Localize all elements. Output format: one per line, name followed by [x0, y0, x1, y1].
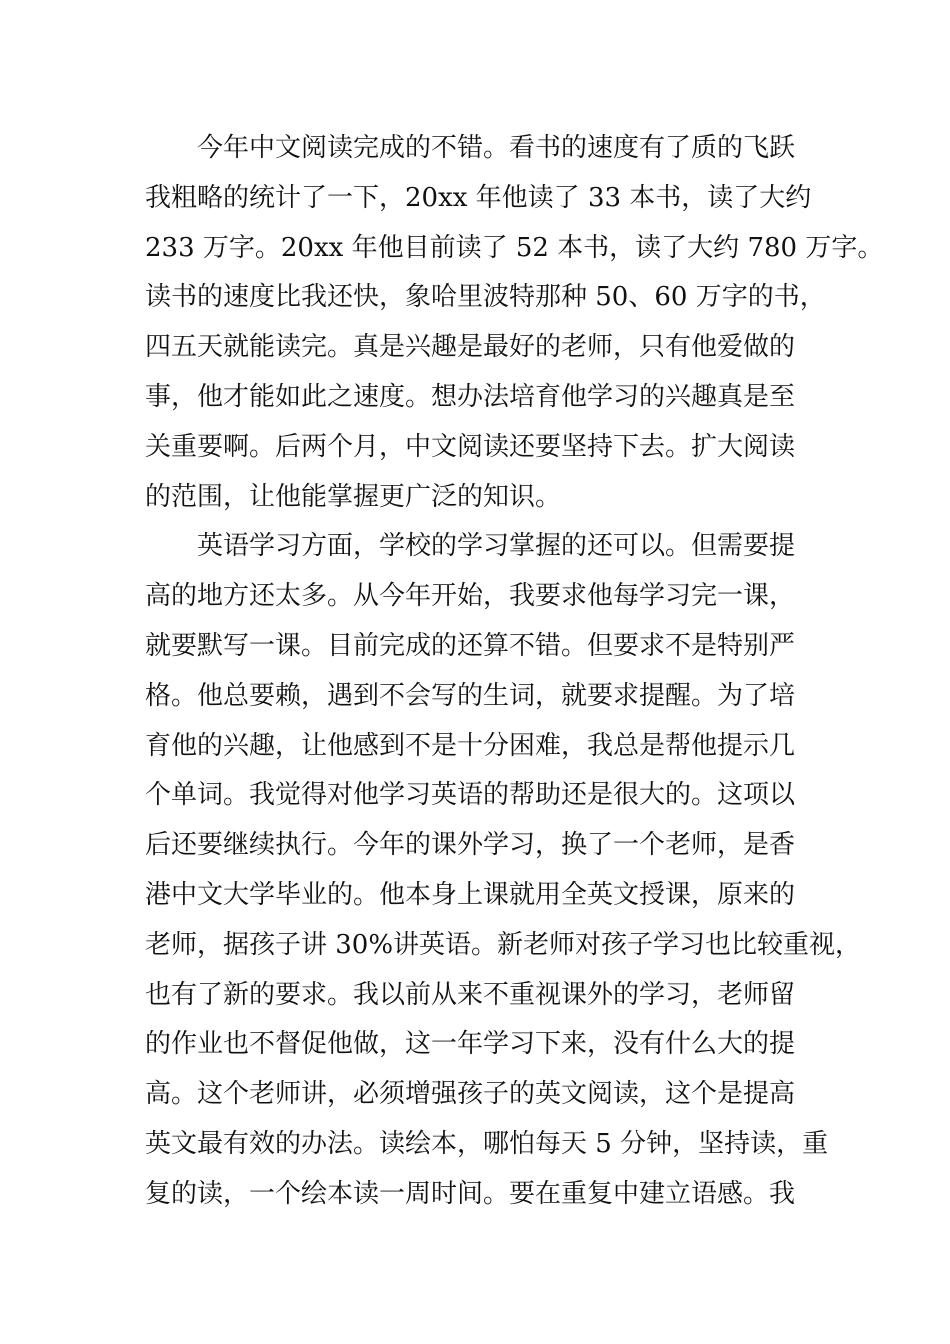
- text-line: 读书的速度比我还快，象哈里波特那种 50、60 万字的书，: [145, 282, 826, 313]
- text-line: 高。这个老师讲，必须增强孩子的英文阅读，这个是提高: [145, 1079, 796, 1110]
- text-line: 也有了新的要求。我以前从来不重视课外的学习，老师留: [145, 979, 796, 1010]
- text-line: 后还要继续执行。今年的课外学习，换了一个老师，是香: [145, 830, 796, 861]
- text-line: 就要默写一课。目前完成的还算不错。但要求不是特别严: [145, 630, 796, 661]
- text-line: 老师，据孩子讲 30%讲英语。新老师对孩子学习也比较重视，: [145, 929, 862, 960]
- text-line: 事，他才能如此之速度。想办法培育他学习的兴趣真是至: [145, 381, 796, 412]
- paragraph-english-learning: [145, 522, 862, 1219]
- text-line: 今年中文阅读完成的不错。看书的速度有了质的飞跃: [197, 133, 796, 163]
- text-line: 的作业也不督促他做，这一年学习下来，没有什么大的提: [145, 1029, 796, 1060]
- text-line: 港中文大学毕业的。他本身上课就用全英文授课，原来的: [145, 879, 796, 910]
- paragraph-chinese-reading: [145, 124, 884, 522]
- text-line: 关重要啊。后两个月，中文阅读还要坚持下去。扩大阅读: [145, 431, 796, 462]
- text-line: 育他的兴趣，让他感到不是十分困难，我总是帮他提示几: [145, 730, 796, 761]
- text-line: 的范围，让他能掌握更广泛的知识。: [145, 481, 562, 512]
- text-line: 四五天就能读完。真是兴趣是最好的老师，只有他爱做的: [145, 332, 796, 363]
- text-line: 个单词。我觉得对他学习英语的帮助还是很大的。这项以: [145, 780, 796, 811]
- text-line: 格。他总要赖，遇到不会写的生词，就要求提醒。为了培: [145, 680, 796, 711]
- text-line: 复的读，一个绘本读一周时间。要在重复中建立语感。我: [145, 1178, 796, 1209]
- text-line: 我粗略的统计了一下，20xx 年他读了 33 本书，读了大约: [145, 182, 812, 213]
- document-body: [145, 124, 884, 1220]
- text-line: 英语学习方面，学校的学习掌握的还可以。但需要提: [197, 531, 796, 562]
- text-line: 高的地方还太多。从今年开始，我要求他每学习完一课，: [145, 581, 796, 612]
- text-line: 233 万字。20xx 年他目前读了 52 本书，读了大约 780 万字。: [145, 232, 884, 263]
- text-line: 英文最有效的办法。读绘本，哪怕每天 5 分钟，坚持读，重: [145, 1128, 829, 1159]
